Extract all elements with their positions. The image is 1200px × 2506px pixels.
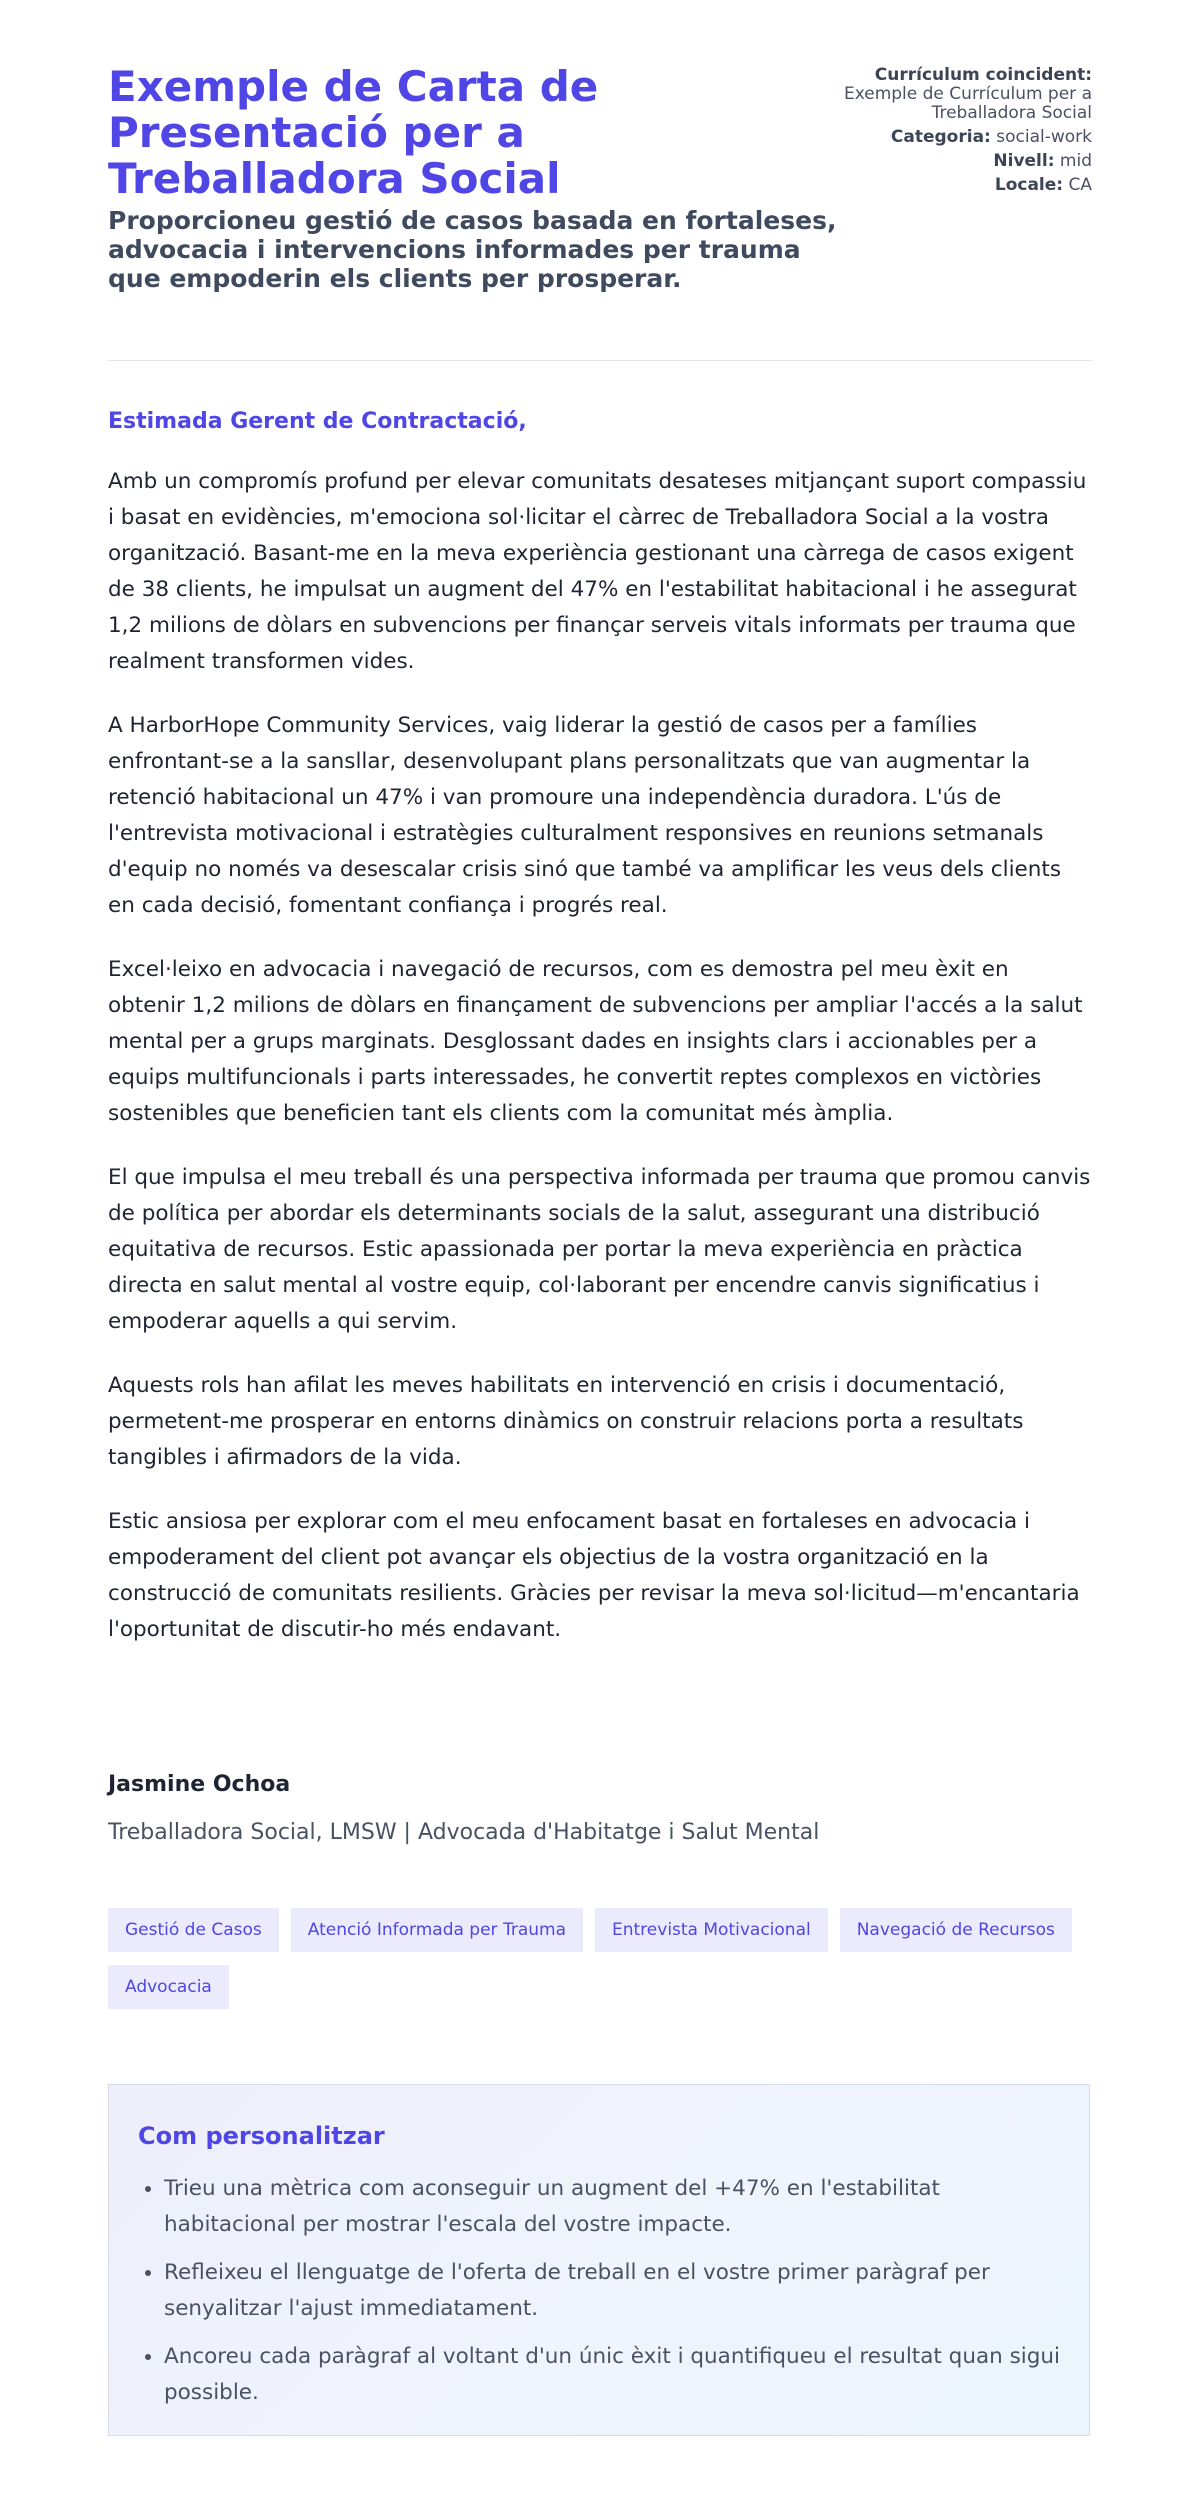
tip-item: • Trieu una mètrica com aconseguir un augment del +47% en l'estabilitat habitacional per mostrar l'escala del vostre impacte. <box>164 2171 1064 2243</box>
meta-category-value: social-work <box>996 127 1092 147</box>
header-divider <box>108 360 1092 361</box>
meta-locale-label: Locale: <box>994 175 1064 195</box>
signature-title: Treballadora Social, LMSW | Advocada d'Habitatge i Salut Mental <box>108 1820 820 1845</box>
meta-matching-resume-value: Exemple de Currículum per a Treballadora Social <box>843 84 1092 123</box>
customization-tips-box <box>108 2084 1090 2436</box>
letter-paragraph: El que impulsa el meu treball és una perspectiva informada per trauma que promou canvis de política per abordar els determinants socials de la salut, assegurant una distribució equitativa de recursos. Estic apassionada per portar la meva experiència en pràctica directa en salut mental al vostre equip, col·laborant per encendre canvis significatius i empoderar aquells a qui servim. <box>108 1165 1091 1334</box>
meta-matching-resume-label: Currículum coincident: <box>874 65 1092 85</box>
meta-category <box>832 128 1092 147</box>
letter-paragraph: A HarborHope Community Services, vaig liderar la gestió de casos per a famílies enfrontant-se a la sansllar, desenvolupant plans personalitzats que van augmentar la retenció habitacional un 47% i van promoure una independència duradora. L'ús de l'entrevista motivacional i estratègies culturalment responsives en reunions setmanals d'equip no només va desescalar crisis sinó que també va amplificar les veus dels clients en cada decisió, fomentant confiança i progrés real. <box>108 713 1062 918</box>
tip-item: • Refleixeu el llenguatge de l'oferta de treball en el vostre primer paràgraf per senyalitzar l'ajust immediatament. <box>164 2255 1064 2327</box>
meta-level-value: mid <box>1059 151 1092 171</box>
tips-title: Com personalitzar <box>138 2122 385 2150</box>
meta-locale-value: CA <box>1068 175 1092 195</box>
signature-name: Jasmine Ochoa <box>108 1772 291 1797</box>
tip-item: • Ancoreu cada paràgraf al voltant d'un únic èxit i quantifiqueu el resultat quan sigui possible. <box>164 2339 1064 2411</box>
meta-level-label: Nivell: <box>993 151 1055 171</box>
skill-tag: Advocacia <box>108 1965 229 2009</box>
letter-paragraph: Aquests rols han afilat les meves habilitats en intervenció en crisis i documentació, permetent-me prosperar en entorns dinàmics on construir relacions porta a resultats tangibles i afirmadors de la vida. <box>108 1373 1024 1470</box>
page-subtitle: Proporcioneu gestió de casos basada en fortaleses, advocacia i intervencions informades per trauma que empoderin els clients per prosperar. <box>108 206 837 293</box>
meta-category-label: Categoria: <box>890 127 991 147</box>
tips-list <box>138 2171 1064 2423</box>
skill-tags <box>108 1908 1092 2022</box>
meta-matching-resume <box>832 66 1092 123</box>
meta-locale <box>832 176 1092 195</box>
letter-paragraph: Amb un compromís profund per elevar comunitats desateses mitjançant suport compassiu i basat en evidències, m'emociona sol·licitar el càrrec de Treballadora Social a la vostra organització. Basant-me en la meva experiència gestionant una càrrega de casos exigent de 38 clients, he impulsat un augment del 47% en l'estabilitat habitacional i he assegurat 1,2 milions de dòlars en subvencions per finançar serveis vitals informats per trauma que realment transformen vides. <box>108 469 1087 674</box>
signature-block <box>108 1770 1092 1848</box>
meta-panel <box>832 66 1092 200</box>
skill-tag: Atenció Informada per Trauma <box>291 1908 583 1952</box>
letter-paragraph: Excel·leixo en advocacia i navegació de recursos, com es demostra pel meu èxit en obtenir 1,2 milions de dòlars en finançament de subvencions per ampliar l'accés a la salut mental per a grups marginats. Desglossant dades en insights clars i accionables per a equips multifuncionals i parts interessades, he convertit reptes complexos en victòries sostenibles que beneficien tant els clients com la comunitat més àmplia. <box>108 957 1083 1126</box>
meta-level <box>832 152 1092 171</box>
skill-tag: Entrevista Motivacional <box>595 1908 828 1952</box>
letter-body <box>108 464 1092 1676</box>
page-title: Exemple de Carta de Presentació per a Treballadora Social <box>108 62 599 203</box>
letter-salutation: Estimada Gerent de Contractació, <box>108 409 527 434</box>
letter-paragraph: Estic ansiosa per explorar com el meu enfocament basat en fortaleses en advocacia i empoderament del client pot avançar els objectius de la vostra organització en la construcció de comunitats resilients. Gràcies per revisar la meva sol·licitud—m'encantaria l'oportunitat de discutir-ho més endavant. <box>108 1509 1080 1642</box>
page-header <box>108 64 1092 364</box>
skill-tag: Gestió de Casos <box>108 1908 279 1952</box>
skill-tag: Navegació de Recursos <box>840 1908 1072 1952</box>
